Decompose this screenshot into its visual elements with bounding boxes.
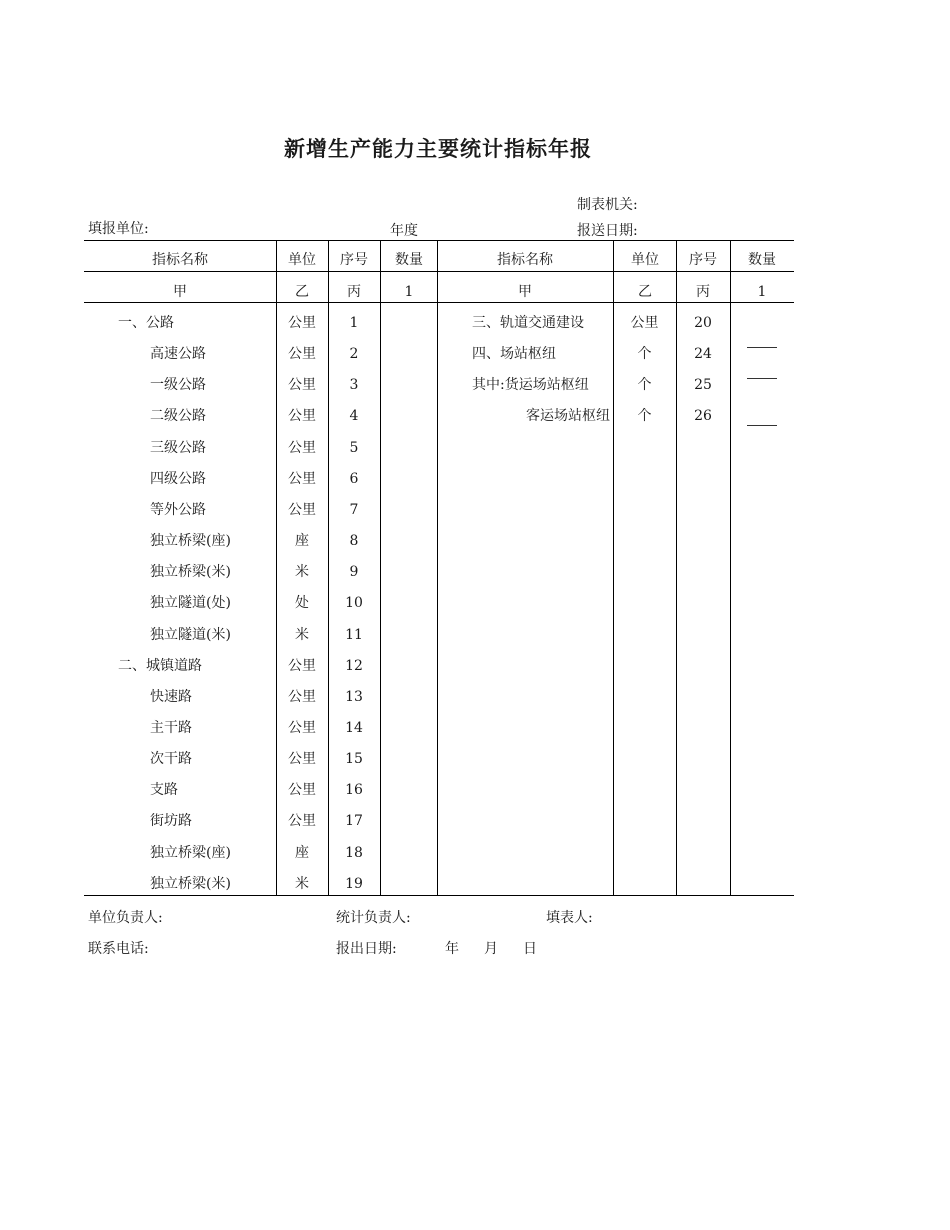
left-row-seq: 18: [345, 845, 363, 861]
left-row-seq: 7: [349, 502, 359, 518]
header-rule: [84, 271, 794, 272]
code-right-unit: 乙: [638, 284, 652, 300]
left-row-unit: 公里: [288, 471, 316, 487]
code-right-seq: 丙: [696, 284, 710, 300]
left-row-name: 次干路: [150, 751, 192, 767]
report-day-label: 日: [523, 941, 537, 957]
unit-head-label: 单位负责人:: [88, 910, 163, 926]
left-row-seq: 5: [349, 440, 359, 456]
left-row-name: 二、城镇道路: [118, 658, 202, 674]
right-row-seq: 26: [694, 408, 712, 424]
left-row-name: 独立桥梁(座): [150, 845, 231, 861]
left-row-name: 独立隧道(处): [150, 595, 231, 611]
left-row-seq: 11: [345, 627, 363, 643]
left-row-name: 等外公路: [150, 502, 206, 518]
report-date-label: 报出日期:: [336, 941, 397, 957]
right-row-name: 四、场站枢纽: [472, 346, 556, 362]
code-right-name: 甲: [518, 284, 532, 300]
left-row-name: 三级公路: [150, 440, 206, 456]
right-row-name: 客运场站枢纽: [526, 408, 610, 424]
phone-label: 联系电话:: [88, 941, 149, 957]
code-right-qty: 1: [757, 284, 767, 300]
left-row-name: 独立桥梁(米): [150, 876, 231, 892]
right-row-seq: 20: [694, 315, 712, 331]
left-row-name: 支路: [150, 782, 178, 798]
left-row-unit: 米: [295, 627, 309, 643]
left-row-seq: 9: [349, 564, 359, 580]
right-row-seq: 24: [694, 346, 712, 362]
code-left-seq: 丙: [347, 284, 361, 300]
left-row-unit: 公里: [288, 782, 316, 798]
code-left-qty: 1: [404, 284, 414, 300]
left-row-seq: 17: [345, 813, 363, 829]
left-row-unit: 公里: [288, 315, 316, 331]
left-row-unit: 米: [295, 564, 309, 580]
left-row-name: 一级公路: [150, 377, 206, 393]
left-row-unit: 公里: [288, 658, 316, 674]
left-row-seq: 16: [345, 782, 363, 798]
page-title: 新增生产能力主要统计指标年报: [284, 136, 592, 161]
year-label: 年度: [390, 223, 418, 239]
left-row-unit: 公里: [288, 346, 316, 362]
right-row-name: 其中:货运场站枢纽: [472, 377, 589, 393]
column-divider: [437, 240, 438, 895]
right-row-unit: 公里: [630, 315, 659, 331]
header-left-name: 指标名称: [152, 252, 208, 268]
code-rule: [84, 302, 794, 303]
left-row-seq: 3: [349, 377, 359, 393]
reporting-unit-label: 填报单位:: [88, 221, 149, 237]
left-row-unit: 座: [295, 533, 309, 549]
left-row-seq: 1: [349, 315, 359, 331]
left-row-name: 独立隧道(米): [150, 627, 231, 643]
left-row-seq: 12: [345, 658, 363, 674]
left-row-seq: 6: [349, 471, 359, 487]
left-row-unit: 公里: [288, 813, 316, 829]
left-row-name: 高速公路: [150, 346, 206, 362]
right-row-name: 三、轨道交通建设: [472, 315, 584, 331]
left-row-unit: 公里: [288, 408, 316, 424]
code-left-unit: 乙: [295, 284, 309, 300]
report-month-label: 月: [484, 941, 498, 957]
left-row-unit: 公里: [288, 440, 316, 456]
header-left-unit: 单位: [288, 252, 316, 268]
header-left-qty: 数量: [395, 252, 423, 268]
right-row-unit: 个: [637, 408, 652, 424]
dash-placeholder: [747, 425, 777, 426]
header-left-seq: 序号: [340, 252, 368, 268]
left-row-unit: 公里: [288, 502, 316, 518]
left-row-seq: 10: [345, 595, 363, 611]
left-row-seq: 4: [349, 408, 359, 424]
report-year-label: 年: [445, 941, 459, 957]
left-row-name: 四级公路: [150, 471, 206, 487]
left-row-name: 独立桥梁(米): [150, 564, 231, 580]
left-row-name: 二级公路: [150, 408, 206, 424]
left-row-unit: 处: [295, 595, 309, 611]
code-left-name: 甲: [173, 284, 187, 300]
left-row-name: 一、公路: [118, 315, 174, 331]
left-row-name: 街坊路: [150, 813, 192, 829]
left-row-unit: 公里: [288, 377, 316, 393]
header-right-unit: 单位: [631, 252, 659, 268]
left-row-name: 独立桥梁(座): [150, 533, 231, 549]
table-top-rule: [84, 240, 794, 241]
table-bottom-rule: [84, 895, 794, 896]
column-divider: [613, 240, 614, 895]
left-row-unit: 公里: [288, 689, 316, 705]
left-row-unit: 米: [295, 876, 309, 892]
left-row-seq: 14: [345, 720, 363, 736]
left-row-unit: 公里: [288, 720, 316, 736]
header-right-name: 指标名称: [497, 252, 553, 268]
left-row-unit: 公里: [288, 751, 316, 767]
left-row-name: 主干路: [150, 720, 192, 736]
left-row-seq: 19: [345, 876, 363, 892]
left-row-name: 快速路: [150, 689, 192, 705]
dash-placeholder: [747, 378, 777, 379]
issuer-label: 制表机关:: [577, 197, 638, 213]
header-right-qty: 数量: [748, 252, 776, 268]
column-divider: [380, 240, 381, 895]
stat-head-label: 统计负责人:: [336, 910, 411, 926]
column-divider: [730, 240, 731, 895]
left-row-seq: 13: [345, 689, 363, 705]
header-right-seq: 序号: [689, 252, 717, 268]
left-row-seq: 2: [349, 346, 359, 362]
left-row-seq: 15: [345, 751, 363, 767]
send-date-label: 报送日期:: [577, 223, 638, 239]
right-row-seq: 25: [694, 377, 712, 393]
dash-placeholder: [747, 347, 777, 348]
right-row-unit: 个: [637, 346, 652, 362]
column-divider: [676, 240, 677, 895]
right-row-unit: 个: [637, 377, 652, 393]
left-row-unit: 座: [295, 845, 309, 861]
left-row-seq: 8: [349, 533, 359, 549]
filler-label: 填表人:: [546, 910, 593, 926]
